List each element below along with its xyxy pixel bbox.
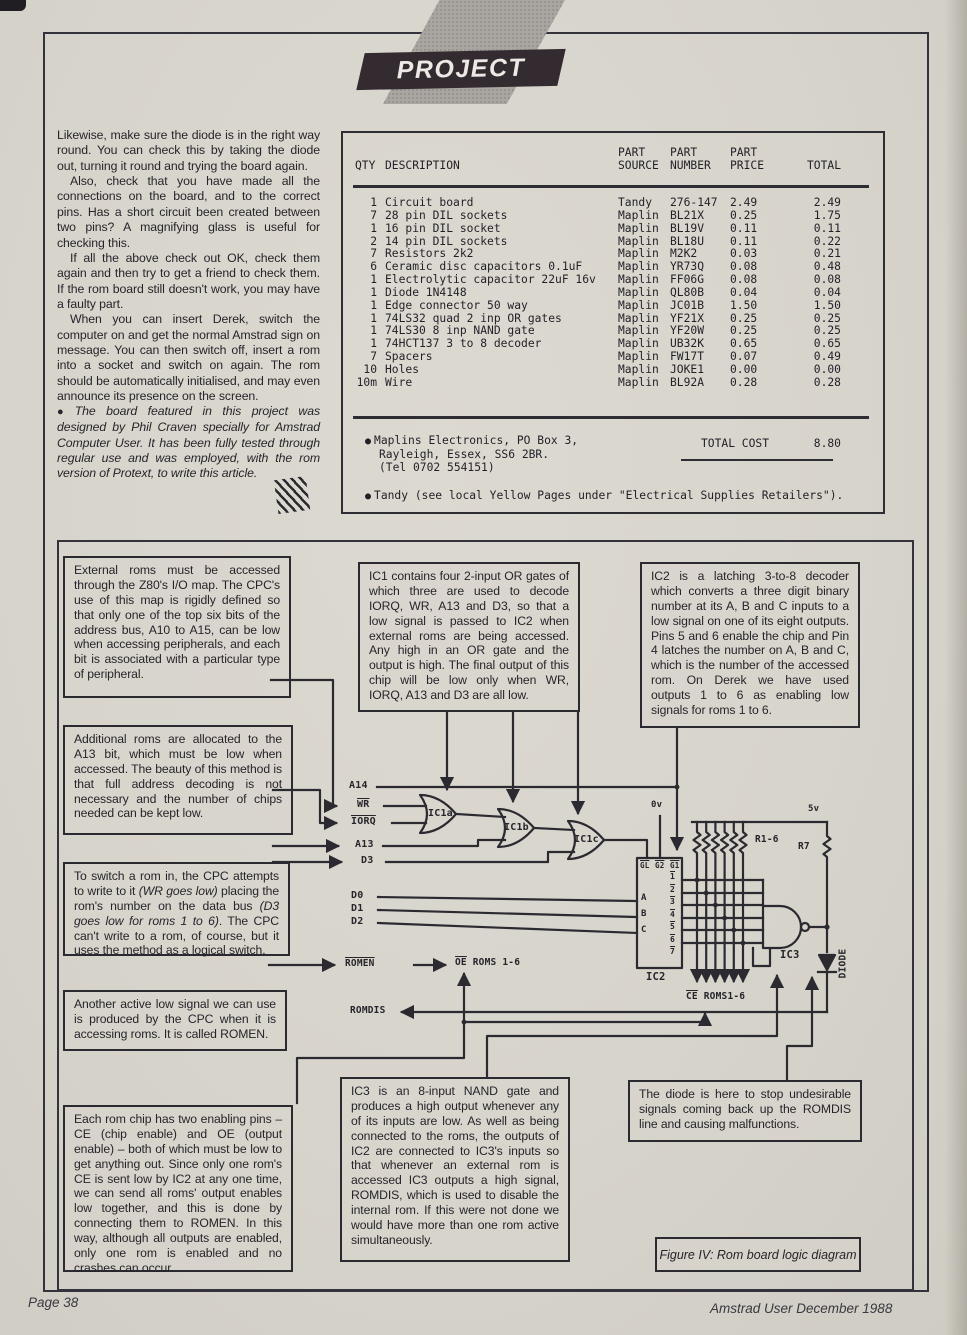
label-diode: DIODE — [837, 948, 849, 979]
total-cost-value: 8.80 — [813, 437, 841, 450]
pin-label-6: 6 — [670, 935, 676, 944]
magazine-title: Amstrad User December 1988 — [710, 1301, 893, 1316]
signal-label-wr: $\overline{WR}$ — [357, 799, 370, 810]
table-rule — [353, 185, 869, 188]
article-paragraph: When you can insert Derek, switch the computer on and get the normal Amstrad sign on message. You can then switch off, insert a rom into a socket and switch on again. The rom should be automatically initialised, and may even announce its presence on the screen. — [57, 312, 320, 404]
bullet-icon: ● — [57, 406, 71, 419]
gate-label-ic1c: IC1c — [574, 834, 599, 845]
parts-table-row: 10 Holes Maplin JOKE1 0.00 0.00 — [363, 362, 841, 376]
parts-table-row: 1 Edge connector 50 way Maplin JC01B 1.50 1.50 — [370, 298, 841, 312]
label-ce-roms: $\overline{CE}$ ROMS1-6 — [686, 991, 746, 1002]
pin-label-5: 5 — [670, 922, 676, 931]
total-cost-label: TOTAL COST — [701, 437, 770, 450]
page-title: PROJECT — [396, 53, 526, 85]
label-0v: 0v — [651, 800, 663, 810]
parts-table-row: 1 Electrolytic capacitor 22uF 16v Maplin FF06G 0.08 0.08 — [370, 273, 841, 287]
gate-label-ic1a: IC1a — [428, 808, 453, 819]
parts-table-row: 6 Ceramic disc capacitors 0.1uF Maplin YR73Q 0.08 0.48 — [370, 260, 841, 274]
signal-label-a14: A14 — [349, 780, 368, 791]
signal-label-d1: D1 — [351, 903, 364, 914]
parts-table-row: 2 14 pin DIL sockets Maplin BL18U 0.11 0.22 — [370, 234, 841, 248]
article-end-mark-icon — [274, 476, 310, 514]
label-5v: 5v — [808, 804, 820, 814]
callout-romen: Another active low signal we can use is produced by the CPC when it is accessing roms. It is called ROMEN. — [63, 990, 287, 1051]
bullet-icon: ● — [365, 436, 372, 447]
parts-table-row: 7 28 pin DIL sockets Maplin BL21X 0.25 1.75 — [370, 208, 841, 222]
label-r1-6: R1-6 — [755, 834, 779, 845]
signal-label-iorq: IORQ — [351, 816, 376, 827]
parts-table-row: 7 Resistors 2k2 Maplin M2K2 0.03 0.21 — [370, 247, 841, 261]
parts-table-row: 1 74LS30 8 inp NAND gate Maplin YF20W 0.25 0.25 — [370, 324, 841, 338]
pin-label-b: B — [641, 909, 647, 919]
article-paragraphs — [57, 128, 320, 404]
pin-label-1: 1 — [670, 872, 676, 881]
parts-table-row: 1 Circuit board Tandy 276-147 2.49 2.49 — [370, 196, 841, 209]
supplier-note-maplin: ● Maplins Electronics, PO Box 3, Rayleigh, Essex, SS6 2BR. (Tel 0702 554151) — [365, 434, 579, 474]
label-r7: R7 — [798, 841, 810, 852]
article-paragraph: If all the above check out OK, check them again and then try to get a friend to check them. If the rom board still doesn't work, you may have a faulty part. — [57, 250, 320, 311]
article-paragraph: Also, check that you have made all the connections on the board, and to the correct pins. Has a short circuit been created between two pins? A magnifying glass is useful for checking this. — [57, 174, 320, 250]
article-column — [57, 128, 320, 482]
page-number: Page 38 — [28, 1295, 79, 1310]
callout-external-roms: External roms must be accessed through the Z80's I/O map. The CPC's use of this map is rigidly defined so that only one of the top six bits of the address bus, A10 to A15, can be low when accessing peripherals, and each bit is associated with a particular type of peripheral. — [63, 556, 291, 698]
pin-label-4: 4 — [670, 910, 676, 919]
parts-table-row: 7 Spacers Maplin FW17T 0.07 0.49 — [370, 350, 841, 364]
callout-each-rom: Each rom chip has two enabling pins – CE (chip enable) and OE (output enable) – both of which must be low to get anything out. Since only one rom's CE is sent low by IC2 at any one time, we can send all roms' output enables low together, and this is done by connecting them to ROMEN. In this way, although all outputs are enabled, only one rom is enabled and no crashes can occur. — [63, 1105, 293, 1272]
chip-label-ic2: IC2 — [646, 971, 666, 983]
chip-label-ic3: IC3 — [780, 949, 800, 961]
signal-label-d0: D0 — [351, 890, 364, 901]
gate-label-ic1b: IC1b — [504, 822, 529, 833]
callout-ic3: IC3 is an 8-input NAND gate and produces a high output whenever any of its inputs are low. As well as being connected to the roms, the outputs of IC2 are connected to IC3's inputs so that whenever an external rom is accessed IC3 outputs a high signal, ROMDIS, which is used to disable the internal rom. If this were not done we would have more than one rom active simultaneously. — [340, 1077, 570, 1262]
parts-table-row: 1 16 pin DIL socket Maplin BL19V 0.11 0.11 — [370, 221, 841, 235]
table-rule — [681, 459, 833, 461]
callout-ic2: IC2 is a latching 3-to-8 decoder which converts a three digit binary number at its A, B and C inputs to a low signal on one of its eight outputs. Pins 5 and 6 enable the chip and Pin 4 latches the number on A, B and C, which is the number of the accessed rom. On Derek we have used outputs 1 to 6 as enabling low signals for roms 1 to 6. — [640, 562, 860, 728]
signal-label-d3: D3 — [361, 855, 374, 866]
callout-diode: The diode is here to stop undesirable signals coming back up the ROMDIS line and causing malfunctions. — [628, 1080, 862, 1142]
parts-table — [341, 131, 885, 514]
parts-table-rows — [343, 197, 883, 390]
callout-ic1: IC1 contains four 2-input OR gates of which three are used to decode IORQ, WR, A13 and D3, so that a low signal is passed to IC2 when external roms are being accessed. Any high in an OR gate and the output is high. The final output of this chip will be low only when WR, IORQ, A13 and D3 are all low. — [358, 562, 580, 712]
label-romen: ROMEN — [345, 958, 375, 969]
pin-label-a: A — [641, 893, 647, 903]
parts-table-header: PART PART PART QTY DESCRIPTION SOURCE NUMBER PRICE TOTAL — [355, 146, 841, 172]
callout-to-switch: To switch a rom in, the CPC attempts to write to it (WR goes low) placing the rom's number on the data bus (D3 goes low for roms 1 to 6). The CPC can't write to a rom, of course, but it uses the method as a logical switch. — [63, 862, 290, 956]
article-paragraph: Likewise, make sure the diode is in the right way round. You can check this by taking the diode out, turning it round and trying the board again. — [57, 128, 320, 173]
pin-label-3: 3 — [670, 897, 676, 906]
parts-table-row: 1 Diode 1N4148 Maplin QL80B 0.04 0.04 — [370, 285, 841, 299]
pin-label-7: 7 — [670, 947, 676, 956]
article-note: ● The board featured in this project was designed by Phil Craven specially for Amstrad Computer User. It has been fully tested through regular use and was employed, with the rom version of Protext, to write this article. — [57, 404, 320, 481]
parts-table-row: 10m Wire Maplin BL92A 0.28 0.28 — [356, 375, 841, 389]
figure-caption: Figure IV: Rom board logic diagram — [655, 1237, 861, 1272]
label-romdis: ROMDIS — [350, 1005, 386, 1016]
pin-label-gl: $\overline{GL}$ — [640, 861, 650, 870]
pin-label-g2: G2 — [655, 861, 665, 870]
scan-edge-shadow — [945, 0, 967, 1335]
pin-label-g1: G1 — [670, 861, 680, 870]
table-rule — [353, 416, 869, 419]
label-oe-roms: $\overline{OE}$ ROMS 1-6 — [455, 957, 521, 968]
callout-additional-roms: Additional roms are allocated to the A13 bit, which must be low when accessed. The beauty of this method is that full address decoding is not necessary and the number of chips needed can be kept low. — [63, 725, 293, 835]
pin-label-2: 2 — [670, 885, 676, 894]
parts-table-row: 1 74LS32 quad 2 inp OR gates Maplin YF21X 0.25 0.25 — [370, 311, 841, 325]
signal-label-d2: D2 — [351, 916, 364, 927]
supplier-note-tandy: ● Tandy (see local Yellow Pages under "Electrical Supplies Retailers"). — [365, 489, 844, 502]
pin-label-c: C — [641, 925, 647, 935]
bullet-icon: ● — [365, 491, 372, 502]
parts-table-row: 1 74HCT137 3 to 8 decoder Maplin UB32K 0.65 0.65 — [370, 337, 841, 351]
scan-corner-mark — [0, 0, 26, 11]
signal-label-a13: A13 — [355, 839, 374, 850]
